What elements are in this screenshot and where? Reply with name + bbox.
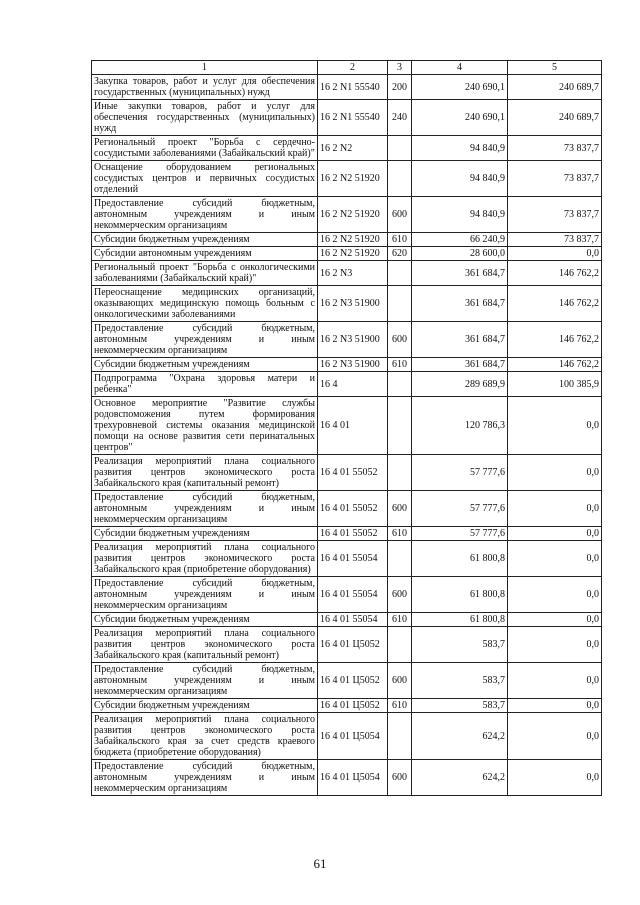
cell-vr: [388, 455, 412, 491]
cell-code: 16 4 01 55052: [318, 491, 388, 527]
table-row: [92, 322, 602, 358]
cell-code: 16 2 N1 55540: [318, 100, 388, 136]
cell-vr: 600: [388, 760, 412, 796]
cell-vr: [388, 397, 412, 455]
table-row: [92, 713, 602, 760]
cell-vr: 620: [388, 247, 412, 261]
cell-vr: 600: [388, 491, 412, 527]
cell-code: 16 4 01 55052: [318, 527, 388, 541]
cell-name: Субсидии бюджетным учреждениям: [92, 358, 318, 372]
cell-code: 16 2 N3 51900: [318, 322, 388, 358]
cell-vr: [388, 286, 412, 322]
cell-name: Переоснащение медицинских организаций, оказывающих медицинскую помощь больным с онкологическими заболеваниями: [92, 286, 318, 322]
cell-vr: [388, 372, 412, 397]
cell-name: Основное мероприятие "Развитие службы родовспоможения путем формирования трехуровневой системы оказания медицинской помощи на основе развития сети перинатальных центров": [92, 397, 318, 455]
cell-v2: 146 762,2: [508, 286, 602, 322]
cell-v2: 73 837,7: [508, 161, 602, 197]
cell-v2: 0,0: [508, 713, 602, 760]
cell-v2: 146 762,2: [508, 322, 602, 358]
cell-v2: 73 837,7: [508, 233, 602, 247]
column-header: 2: [318, 61, 388, 75]
cell-v1: 583,7: [412, 627, 508, 663]
table-row: [92, 577, 602, 613]
cell-name: Закупка товаров, работ и услуг для обеспечения государственных (муниципальных) нужд: [92, 75, 318, 100]
cell-v1: 361 684,7: [412, 322, 508, 358]
cell-vr: [388, 713, 412, 760]
cell-v2: 0,0: [508, 699, 602, 713]
cell-code: 16 2 N3 51900: [318, 358, 388, 372]
cell-code: 16 4 01 55054: [318, 577, 388, 613]
cell-code: 16 2 N2 51920: [318, 233, 388, 247]
cell-name: Предоставление субсидий бюджетным, автономным учреждениям и иным некоммерческим организациям: [92, 663, 318, 699]
cell-v1: 361 684,7: [412, 358, 508, 372]
cell-vr: 610: [388, 233, 412, 247]
cell-v2: 146 762,2: [508, 261, 602, 286]
cell-vr: 610: [388, 699, 412, 713]
cell-v2: 0,0: [508, 760, 602, 796]
cell-v1: 583,7: [412, 663, 508, 699]
cell-vr: 600: [388, 322, 412, 358]
cell-name: Региональный проект "Борьба с онкологическими заболеваниями (Забайкальский край)": [92, 261, 318, 286]
table-header-row: [92, 61, 602, 75]
cell-v1: 240 690,1: [412, 100, 508, 136]
cell-v1: 66 240,9: [412, 233, 508, 247]
budget-table: [91, 60, 602, 796]
cell-v1: 240 690,1: [412, 75, 508, 100]
cell-v1: 583,7: [412, 699, 508, 713]
cell-vr: [388, 261, 412, 286]
cell-v2: 0,0: [508, 455, 602, 491]
cell-code: 16 4 01 55054: [318, 541, 388, 577]
cell-v1: 61 800,8: [412, 577, 508, 613]
column-header: 4: [412, 61, 508, 75]
cell-name: Реализация мероприятий плана социального развития центров экономического роста Забайкальского края (капитальный ремонт): [92, 627, 318, 663]
cell-code: 16 4 01 Ц5054: [318, 713, 388, 760]
cell-vr: 600: [388, 663, 412, 699]
page-number: 61: [313, 856, 327, 871]
cell-code: 16 4: [318, 372, 388, 397]
cell-v1: 57 777,6: [412, 455, 508, 491]
table-row: [92, 75, 602, 100]
cell-v2: 0,0: [508, 663, 602, 699]
cell-v1: 289 689,9: [412, 372, 508, 397]
column-header: 1: [92, 61, 318, 75]
cell-v2: 73 837,7: [508, 197, 602, 233]
cell-v2: 240 689,7: [508, 75, 602, 100]
cell-v1: 361 684,7: [412, 261, 508, 286]
cell-vr: 200: [388, 75, 412, 100]
cell-name: Предоставление субсидий бюджетным, автономным учреждениям и иным некоммерческим организациям: [92, 197, 318, 233]
cell-code: 16 4 01 Ц5054: [318, 760, 388, 796]
cell-vr: 600: [388, 197, 412, 233]
cell-v1: 120 786,3: [412, 397, 508, 455]
cell-v1: 94 840,9: [412, 161, 508, 197]
cell-name: Предоставление субсидий бюджетным, автономным учреждениям и иным некоммерческим организациям: [92, 491, 318, 527]
cell-name: Субсидии бюджетным учреждениям: [92, 233, 318, 247]
cell-code: 16 4 01 55052: [318, 455, 388, 491]
cell-name: Субсидии автономным учреждениям: [92, 247, 318, 261]
cell-v1: 361 684,7: [412, 286, 508, 322]
cell-name: Субсидии бюджетным учреждениям: [92, 527, 318, 541]
cell-v1: 28 600,0: [412, 247, 508, 261]
cell-v1: 61 800,8: [412, 613, 508, 627]
cell-name: Предоставление субсидий бюджетным, автономным учреждениям и иным некоммерческим организациям: [92, 322, 318, 358]
cell-v1: 94 840,9: [412, 197, 508, 233]
table-row: [92, 233, 602, 247]
cell-v2: 0,0: [508, 577, 602, 613]
cell-vr: 610: [388, 358, 412, 372]
cell-code: 16 4 01 Ц5052: [318, 663, 388, 699]
table-row: [92, 397, 602, 455]
cell-code: 16 4 01 Ц5052: [318, 699, 388, 713]
cell-v2: 0,0: [508, 541, 602, 577]
cell-vr: [388, 136, 412, 161]
cell-v1: 57 777,6: [412, 491, 508, 527]
cell-name: Региональный проект "Борьба с сердечно-сосудистыми заболеваниями (Забайкальский край)": [92, 136, 318, 161]
cell-code: 16 4 01 55054: [318, 613, 388, 627]
cell-name: Подпрограмма "Охрана здоровья матери и ребенка": [92, 372, 318, 397]
cell-code: 16 2 N2 51920: [318, 197, 388, 233]
cell-v2: 240 689,7: [508, 100, 602, 136]
cell-vr: [388, 627, 412, 663]
table-row: [92, 491, 602, 527]
table-row: [92, 247, 602, 261]
table-row: [92, 197, 602, 233]
cell-v2: 0,0: [508, 627, 602, 663]
table-row: [92, 627, 602, 663]
cell-v2: 0,0: [508, 491, 602, 527]
cell-v1: 624,2: [412, 713, 508, 760]
cell-vr: 600: [388, 577, 412, 613]
table-row: [92, 663, 602, 699]
cell-v1: 61 800,8: [412, 541, 508, 577]
table-row: [92, 372, 602, 397]
table-row: [92, 358, 602, 372]
table-row: [92, 161, 602, 197]
cell-vr: 610: [388, 527, 412, 541]
cell-name: Реализация мероприятий плана социального развития центров экономического роста Забайкальского края (капитальный ремонт): [92, 455, 318, 491]
cell-code: 16 2 N2 51920: [318, 247, 388, 261]
cell-v1: 624,2: [412, 760, 508, 796]
cell-name: Субсидии бюджетным учреждениям: [92, 699, 318, 713]
table-row: [92, 699, 602, 713]
cell-v1: 94 840,9: [412, 136, 508, 161]
cell-v2: 73 837,7: [508, 136, 602, 161]
cell-name: Оснащение оборудованием региональных сосудистых центров и первичных сосудистых отделений: [92, 161, 318, 197]
cell-name: Иные закупки товаров, работ и услуг для обеспечения государственных (муниципальных) нужд: [92, 100, 318, 136]
cell-code: 16 2 N3 51900: [318, 286, 388, 322]
cell-code: 16 2 N2: [318, 136, 388, 161]
cell-name: Предоставление субсидий бюджетным, автономным учреждениям и иным некоммерческим организациям: [92, 577, 318, 613]
cell-vr: 240: [388, 100, 412, 136]
cell-vr: [388, 161, 412, 197]
table-row: [92, 261, 602, 286]
cell-name: Реализация мероприятий плана социального развития центров экономического роста Забайкальского края (приобретение оборудования): [92, 541, 318, 577]
column-header: 5: [508, 61, 602, 75]
cell-name: Предоставление субсидий бюджетным, автономным учреждениям и иным некоммерческим организациям: [92, 760, 318, 796]
table-row: [92, 100, 602, 136]
cell-vr: [388, 541, 412, 577]
table-row: [92, 286, 602, 322]
table-row: [92, 760, 602, 796]
cell-v2: 0,0: [508, 613, 602, 627]
cell-v2: 146 762,2: [508, 358, 602, 372]
cell-v1: 57 777,6: [412, 527, 508, 541]
cell-v2: 100 385,9: [508, 372, 602, 397]
cell-code: 16 4 01: [318, 397, 388, 455]
cell-code: 16 2 N2 51920: [318, 161, 388, 197]
table-row: [92, 541, 602, 577]
column-header: 3: [388, 61, 412, 75]
table-row: [92, 613, 602, 627]
cell-name: Реализация мероприятий плана социального развития центров экономического роста Забайкальского края за счет средств краевого бюджета (приобретение оборудования): [92, 713, 318, 760]
cell-v2: 0,0: [508, 527, 602, 541]
cell-code: 16 2 N1 55540: [318, 75, 388, 100]
cell-name: Субсидии бюджетным учреждениям: [92, 613, 318, 627]
cell-v2: 0,0: [508, 397, 602, 455]
cell-v2: 0,0: [508, 247, 602, 261]
table-row: [92, 527, 602, 541]
cell-code: 16 4 01 Ц5052: [318, 627, 388, 663]
table-row: [92, 455, 602, 491]
cell-code: 16 2 N3: [318, 261, 388, 286]
table-row: [92, 136, 602, 161]
cell-vr: 610: [388, 613, 412, 627]
